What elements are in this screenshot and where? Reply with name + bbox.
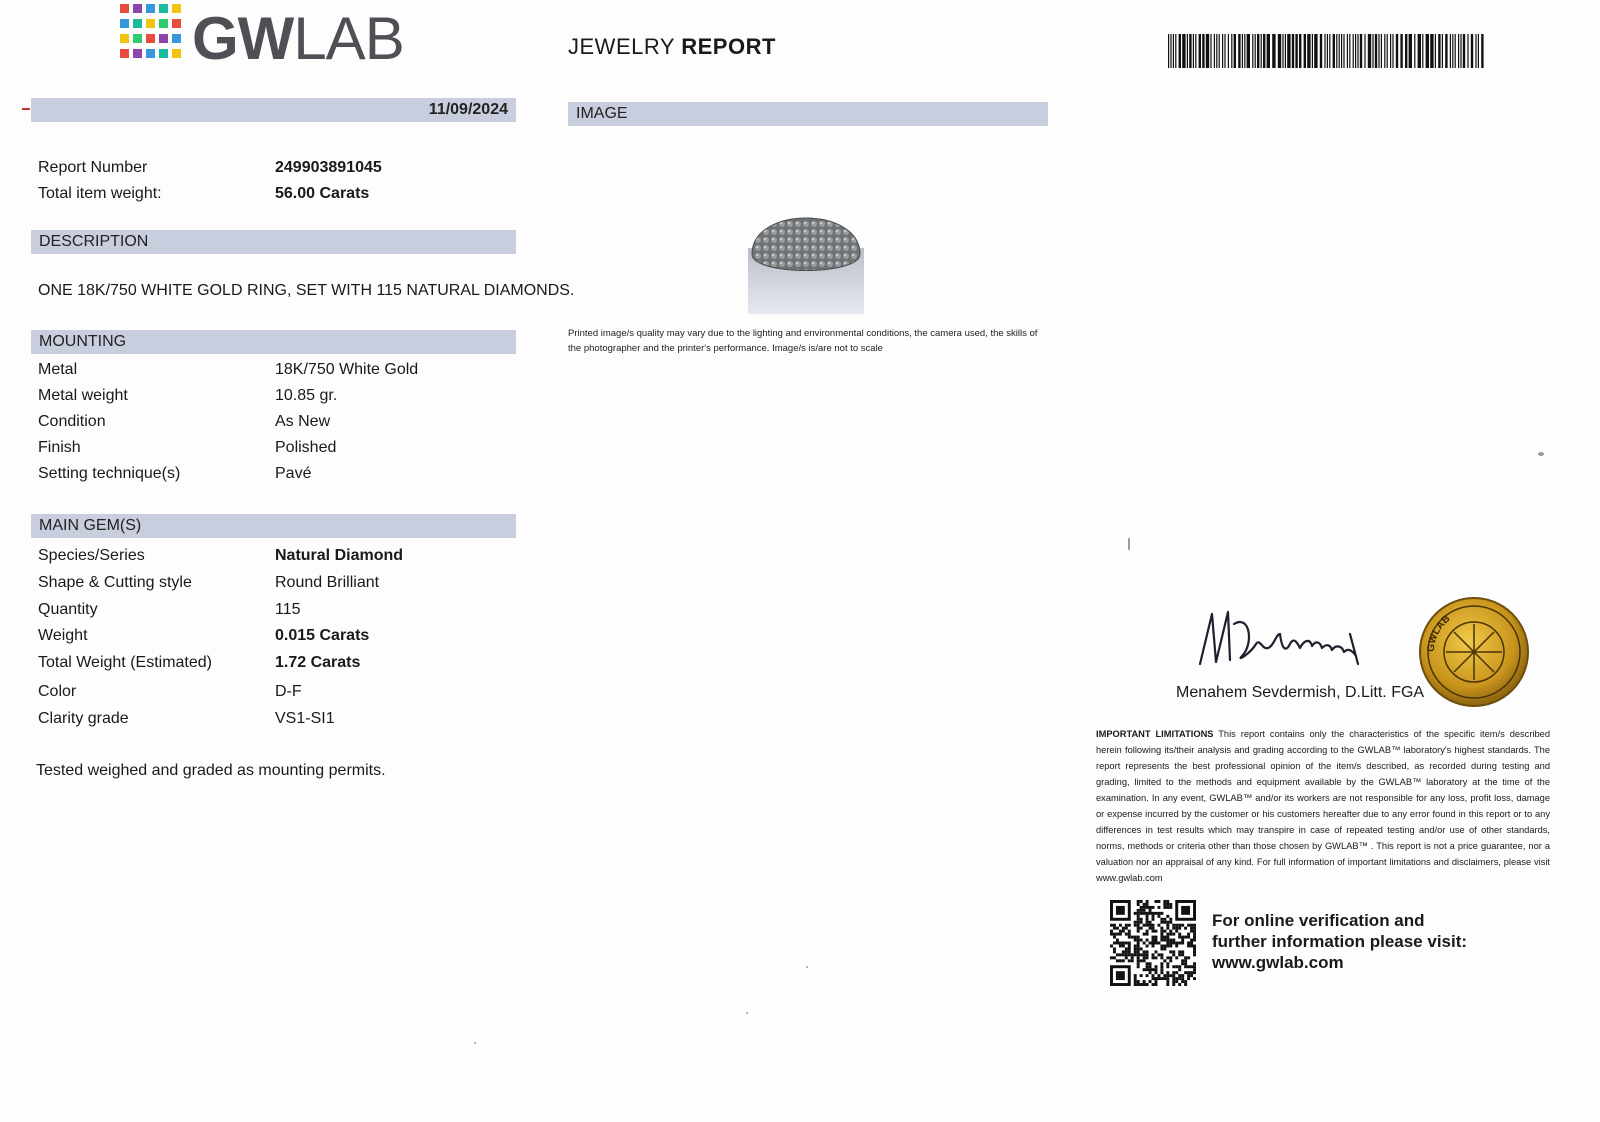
report-number-value: 249903891045 — [275, 159, 382, 176]
field-label: Species/Series — [38, 547, 145, 564]
verification-line-2: further information please visit: — [1212, 932, 1468, 951]
field-value: 10.85 gr. — [275, 387, 338, 404]
gwlab-logo — [120, 4, 404, 74]
weight-row — [38, 624, 518, 648]
field-label: Total Weight (Estimated) — [38, 654, 212, 671]
field-value: 1.72 Carats — [275, 654, 361, 671]
limitations-heading: IMPORTANT LIMITATIONS — [1096, 729, 1214, 739]
important-limitations — [1096, 726, 1550, 886]
metal-row — [38, 358, 518, 382]
gold-seal-icon — [1418, 596, 1530, 708]
shape-row — [38, 571, 518, 595]
field-value: Pavé — [275, 465, 312, 482]
field-label: Clarity grade — [38, 710, 129, 727]
scan-speck — [806, 966, 808, 968]
main-gem-heading: MAIN GEM(S) — [31, 514, 516, 538]
field-value: As New — [275, 413, 331, 430]
species-row — [38, 544, 518, 568]
metal-weight-row — [38, 384, 518, 408]
logo-wordmark: GWLAB — [192, 5, 404, 72]
edge-mark — [22, 108, 30, 110]
field-value: 115 — [275, 601, 301, 618]
scan-speck — [474, 1042, 476, 1044]
field-label: Finish — [38, 439, 81, 456]
field-label: Total item weight: — [38, 185, 162, 202]
mounting-heading: MOUNTING — [31, 330, 516, 354]
field-value: Natural Diamond — [275, 547, 404, 564]
barcode-icon — [1168, 34, 1484, 68]
verification-url[interactable]: www.gwlab.com — [1212, 953, 1344, 972]
image-disclaimer: Printed image/s quality may vary due to the lighting and environmental conditions, the camera used, the skills of the photographer and the printer's performance. Image/s is/are not to scale — [568, 328, 1038, 354]
signer-name: Menahem Sevdermish, D.Litt. FGA — [1176, 684, 1425, 701]
scan-speck — [1128, 538, 1130, 550]
report-title-plain: JEWELRY — [568, 34, 675, 59]
image-heading: IMAGE — [568, 102, 1048, 126]
signature — [1190, 604, 1380, 676]
condition-row — [38, 410, 518, 434]
field-label: Shape & Cutting style — [38, 574, 192, 591]
field-label: Report Number — [38, 159, 148, 176]
qr-code-icon[interactable] — [1110, 900, 1196, 986]
field-value: Polished — [275, 439, 337, 456]
report-title — [568, 34, 776, 60]
field-value: Round Brilliant — [275, 574, 380, 591]
field-label: Color — [38, 683, 77, 700]
verification-info — [1212, 910, 1467, 973]
report-number-row — [38, 156, 518, 180]
field-label: Metal weight — [38, 387, 128, 404]
scan-speck — [746, 1012, 748, 1014]
setting-technique-row — [38, 462, 518, 486]
total-item-weight-value: 56.00 Carats — [275, 185, 370, 202]
date-bar — [31, 98, 516, 122]
logo-color-grid-icon — [120, 4, 184, 66]
limitations-text: This report contains only the characteristics of the specific item/s described herein following its/their analysis and grading according to the GWLAB™ laboratory's highest standards. The report represents the best professional opinion of the item/s described, as recorded during testing and grading, limited to the methods and equipment available by the GWLAB™ laboratory at the time of the examination. In any event, GWLAB™ and/or its workers are not responsible for any loss, profit loss, damage or expense incurred by the customer or his customers hereafter due to any error found in this report or to any differences in test results which may transpire in case of repeated testing and/or use of other standards, norms, methods or criteria other than those chosen by GWLAB™ . This report is not a price guarantee, nor a valuation nor an appraisal of any kind. For full information of important limitations and disclaimers, please visit www.gwlab.com — [1096, 729, 1550, 883]
quantity-row — [38, 598, 518, 622]
field-label: Setting technique(s) — [38, 465, 181, 482]
grading-footnote: Tested weighed and graded as mounting permits. — [36, 762, 386, 779]
field-label: Metal — [38, 361, 78, 378]
report-title-bold: REPORT — [681, 34, 776, 59]
field-value: D-F — [275, 683, 302, 700]
field-label: Condition — [38, 413, 106, 430]
field-label: Weight — [38, 627, 88, 644]
total-item-weight-row — [38, 182, 518, 206]
field-value: 0.015 Carats — [275, 627, 370, 644]
total-weight-row — [38, 651, 518, 675]
finish-row — [38, 436, 518, 460]
ring-photo — [746, 196, 866, 316]
report-date: 11/09/2024 — [428, 101, 508, 118]
description-heading: DESCRIPTION — [31, 230, 516, 254]
color-row — [38, 680, 518, 704]
description-text: ONE 18K/750 WHITE GOLD RING, SET WITH 115 NATURAL DIAMONDS. — [38, 282, 575, 299]
scan-speck — [1538, 452, 1544, 456]
seal-text: GWLAB — [1425, 613, 1453, 653]
field-label: Quantity — [38, 601, 98, 618]
verification-line-1: For online verification and — [1212, 911, 1425, 930]
field-value: VS1-SI1 — [275, 710, 335, 727]
clarity-row — [38, 707, 518, 731]
field-value: 18K/750 White Gold — [275, 361, 419, 378]
